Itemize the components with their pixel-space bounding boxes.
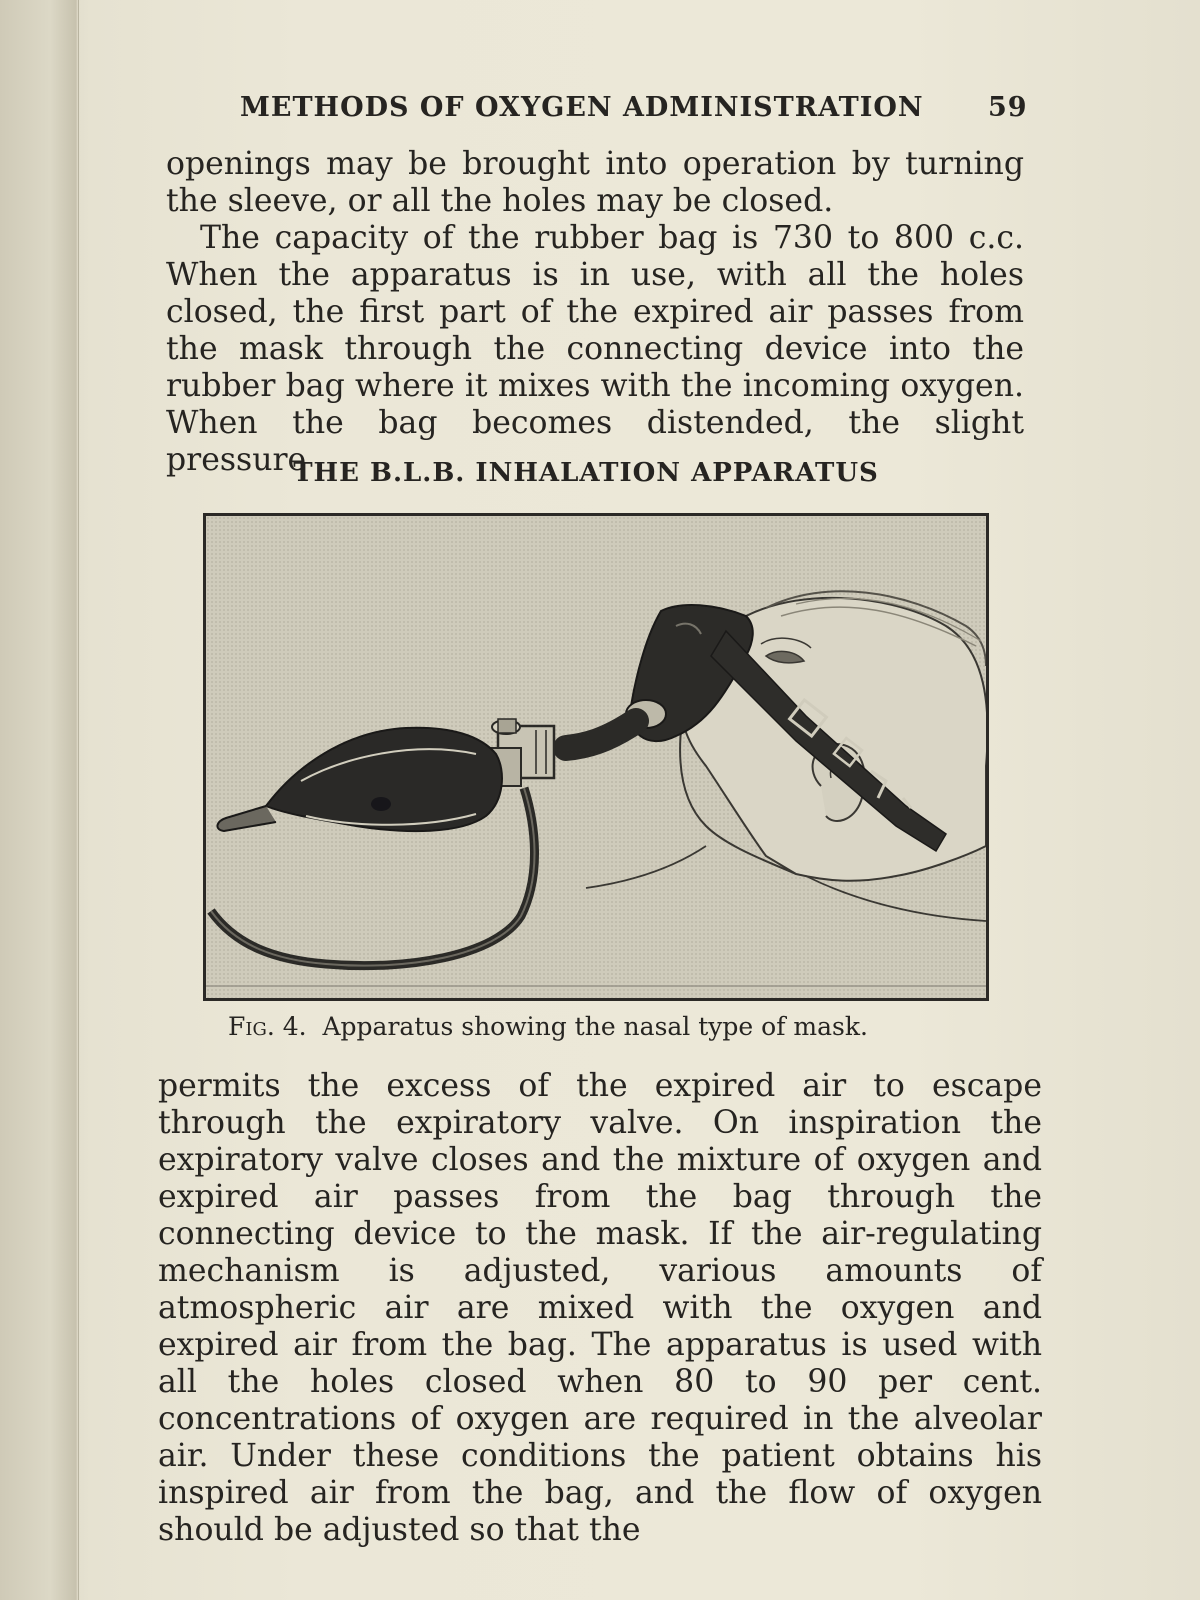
paragraph-continuation: openings may be brought into operation by turning the sleeve, or all the holes may be closed. xyxy=(166,146,1024,219)
running-header-title: METHODS OF OXYGEN ADMINISTRATION xyxy=(240,92,924,123)
paragraph-capacity: The capacity of the rubber bag is 730 to 800 c.c. When the apparatus is in use, with all the holes closed, the first part of the expired air passes from the mask through the connecting device into the rubber bag where it mixes with the incoming oxygen. When the bag becomes distended, the slight pressure xyxy=(166,220,1024,478)
book-gutter xyxy=(0,0,79,1600)
blb-apparatus-illustration xyxy=(206,516,986,998)
figure-caption xyxy=(228,1012,988,1041)
figure-caption-label: Fig. 4. xyxy=(228,1012,307,1041)
figure-title xyxy=(0,458,1190,488)
figure-illustration xyxy=(203,513,989,1001)
paragraph-bottom xyxy=(158,1068,1042,1549)
figure-caption-text: Apparatus showing the nasal type of mask. xyxy=(322,1012,868,1041)
page-number: 59 xyxy=(988,92,1028,123)
figure-title-text: THE B.L.B. INHALATION APPARATUS xyxy=(293,458,879,488)
paragraph-bottom-text: permits the excess of the expired air to escape through the expiratory valve. On inspiration the expiratory valve closes and the mixture of oxygen and expired air passes from the bag through the connecting device to the mask. If the air-regulating mechanism is adjusted, various amounts of atmospheric air are mixed with the oxygen and expired air from the bag. The apparatus is used with all the holes closed when 80 to 90 per cent. concentrations of oxygen are required in the alveolar air. Under these conditions the patient obtains his inspired air from the bag, and the flow of oxygen should be adjusted so that the xyxy=(158,1068,1042,1548)
paragraph-top xyxy=(166,146,1024,479)
